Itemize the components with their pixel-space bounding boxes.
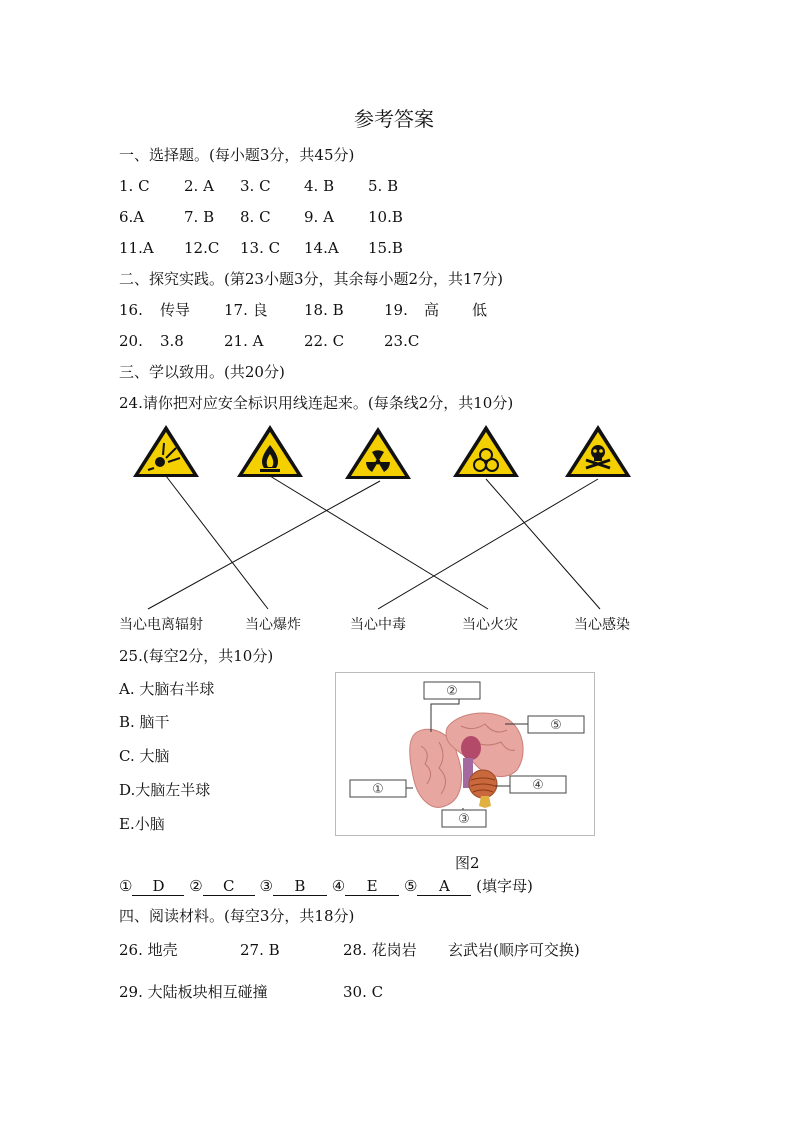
flame-icon bbox=[237, 425, 303, 477]
marker-2: ② bbox=[446, 684, 458, 699]
q16-number: 16. bbox=[119, 301, 143, 319]
label-infection: 当心感染 bbox=[574, 617, 630, 633]
answer-12: 12.C bbox=[184, 239, 220, 257]
blank-1-number: ① bbox=[119, 877, 133, 895]
q19-number: 19. bbox=[384, 301, 408, 319]
label-fire: 当心火灾 bbox=[462, 617, 518, 633]
section4-heading: 四、阅读材料。(每空3分，共18分) bbox=[119, 907, 355, 925]
answer-15: 15.B bbox=[368, 239, 403, 257]
option-b: B. 脑干 bbox=[119, 713, 170, 731]
answer-13: 13. C bbox=[240, 239, 281, 257]
option-e: E.小脑 bbox=[119, 815, 165, 833]
answer-1: 1. C bbox=[119, 177, 150, 195]
match-line-poison bbox=[378, 479, 598, 609]
brain-diagram bbox=[335, 672, 595, 836]
q19-answer-a: 高 bbox=[424, 301, 440, 319]
q18-answer: 18. B bbox=[304, 301, 344, 319]
marker-5: ⑤ bbox=[550, 718, 562, 733]
q22-answer: 22. C bbox=[304, 332, 345, 350]
match-line-radiation bbox=[148, 481, 380, 609]
blank-5-number: ⑤ bbox=[403, 877, 418, 895]
answer-6: 6.A bbox=[119, 208, 145, 226]
q26-answer: 26. 地壳 bbox=[119, 941, 178, 959]
skull-icon bbox=[565, 425, 631, 477]
figure-caption: 图2 bbox=[455, 854, 480, 872]
q16-answer: 传导 bbox=[160, 301, 191, 319]
answer-14: 14.A bbox=[304, 239, 339, 257]
answer-8: 8. C bbox=[240, 208, 271, 226]
q21-answer: 21. A bbox=[224, 332, 264, 350]
match-line-explosion bbox=[166, 476, 268, 609]
q27-answer: 27. B bbox=[240, 941, 280, 959]
label-radiation: 当心电离辐射 bbox=[119, 617, 203, 633]
answer-3: 3. C bbox=[240, 177, 271, 195]
section1-heading: 一、选择题。(每小题3分，共45分) bbox=[119, 146, 355, 164]
answer-7: 7. B bbox=[184, 208, 215, 226]
option-c: C. 大脑 bbox=[119, 747, 170, 765]
blank-1-answer: D bbox=[132, 877, 184, 896]
q24-prompt: 24.请你把对应安全标识用线连起来。(每条线2分，共10分) bbox=[119, 394, 514, 412]
blank-note: (填字母) bbox=[476, 877, 533, 895]
blank-4-answer: E bbox=[345, 877, 399, 896]
match-line-fire bbox=[270, 476, 488, 609]
blank-3-answer: B bbox=[273, 877, 327, 896]
answer-9: 9. A bbox=[304, 208, 334, 226]
q20-number: 20. bbox=[119, 332, 143, 350]
q28-answer-b: 玄武岩(顺序可交换) bbox=[448, 941, 580, 959]
radiation-icon bbox=[345, 427, 411, 479]
marker-4: ④ bbox=[532, 778, 544, 793]
option-a: A. 大脑右半球 bbox=[119, 680, 215, 698]
answer-11: 11.A bbox=[119, 239, 154, 257]
section2-heading: 二、探究实践。(第23小题3分，其余每小题2分，共17分) bbox=[119, 270, 503, 288]
label-poison: 当心中毒 bbox=[350, 617, 406, 633]
marker-1: ① bbox=[372, 782, 384, 797]
q25-answers bbox=[119, 876, 533, 896]
option-d: D.大脑左半球 bbox=[119, 781, 211, 799]
match-line-biohazard bbox=[486, 479, 600, 609]
marker-3: ③ bbox=[458, 812, 470, 827]
q29-answer: 29. 大陆板块相互碰撞 bbox=[119, 983, 268, 1001]
answer-2: 2. A bbox=[184, 177, 214, 195]
q25-prompt: 25.(每空2分，共10分) bbox=[119, 647, 274, 665]
answer-10: 10.B bbox=[368, 208, 403, 226]
answer-5: 5. B bbox=[368, 177, 399, 195]
blank-4-number: ④ bbox=[331, 877, 346, 895]
blank-5-answer: A bbox=[417, 877, 471, 896]
q30-answer: 30. C bbox=[343, 983, 384, 1001]
biohazard-icon bbox=[453, 425, 519, 477]
blank-2-number: ② bbox=[189, 877, 203, 895]
q20-answer: 3.8 bbox=[160, 332, 184, 350]
q28-answer-a: 28. 花岗岩 bbox=[343, 941, 417, 959]
answer-4: 4. B bbox=[304, 177, 335, 195]
blank-2-answer: C bbox=[203, 877, 255, 896]
q23-answer: 23.C bbox=[384, 332, 420, 350]
section3-heading: 三、学以致用。(共20分) bbox=[119, 363, 285, 381]
explosion-icon bbox=[133, 425, 199, 477]
label-explosion: 当心爆炸 bbox=[245, 617, 301, 633]
blank-3-number: ③ bbox=[259, 877, 273, 895]
q19-answer-b: 低 bbox=[472, 301, 488, 319]
page-title: 参考答案 bbox=[354, 107, 434, 131]
q17-answer: 17. 良 bbox=[224, 301, 268, 319]
